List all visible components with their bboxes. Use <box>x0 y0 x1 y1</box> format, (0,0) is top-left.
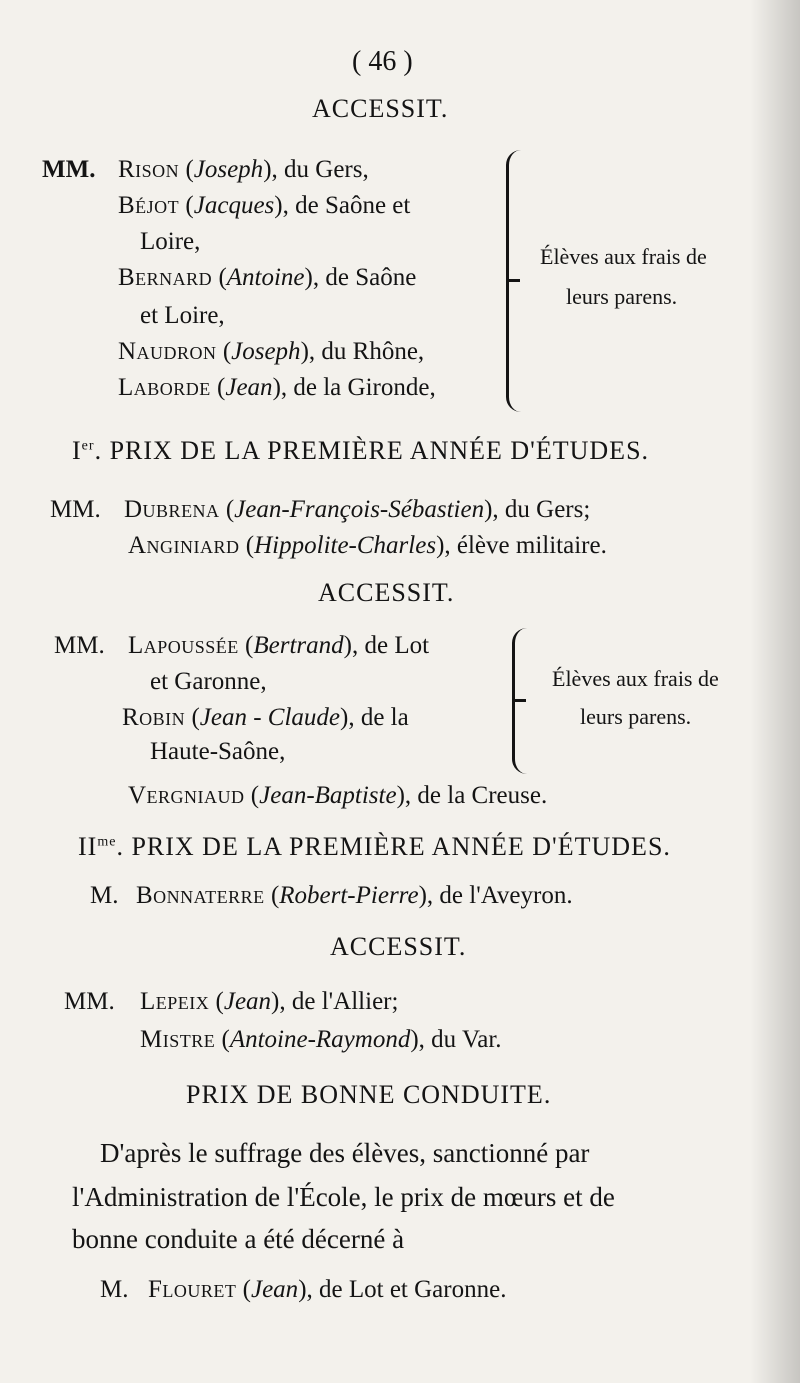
brace-note-1-line2: leurs parens. <box>566 284 678 309</box>
entry-mistre: Mistre (Antoine-Raymond), du Var. <box>140 1026 502 1053</box>
entry-lapoussee-cont: et Garonne, <box>150 668 267 695</box>
accessit-heading-2: ACCESSIT. <box>318 578 455 607</box>
brace-note-2-line2: leurs parens. <box>580 704 692 729</box>
mm-prefix-4: MM. <box>64 988 115 1015</box>
conduct-paragraph-line3: bonne conduite a été décerné à <box>72 1224 405 1254</box>
mm-prefix-2: MM. <box>50 496 101 523</box>
page-number: ( 46 ) <box>352 46 413 77</box>
conduct-paragraph-line2: l'Administration de l'École, le prix de mœurs et de <box>72 1182 615 1212</box>
entry-naudron: Naudron (Joseph), du Rhône, <box>118 338 425 365</box>
m-prefix-1: M. <box>90 882 119 909</box>
mm-prefix-1: MM. <box>42 156 96 183</box>
entry-anginiard: Anginiard (Hippolite-Charles), élève militaire. <box>128 532 607 559</box>
entry-bonnaterre: Bonnaterre (Robert-Pierre), de l'Aveyron. <box>136 882 573 909</box>
entry-bejot: Béjot (Jacques), de Saône et <box>118 192 411 219</box>
conduct-heading: PRIX DE BONNE CONDUITE. <box>186 1080 552 1109</box>
entry-dubrena: Dubrena (Jean-François-Sébastien), du Gers; <box>124 496 591 523</box>
conduct-paragraph-line1: D'après le suffrage des élèves, sanctionné par <box>100 1138 590 1168</box>
page-edge-shadow <box>750 0 800 1383</box>
entry-robin: Robin (Jean - Claude), de la <box>122 704 409 731</box>
entry-laborde: Laborde (Jean), de la Gironde, <box>118 374 436 401</box>
entry-rison: Rison (Joseph), du Gers, <box>118 156 369 183</box>
accessit-heading-1: ACCESSIT. <box>312 94 449 123</box>
prize-heading-2: $II^{me}$. PRIX DE LA PREMIÈRE ANNÉE D'ÉTUDES. <box>78 832 671 861</box>
m-prefix-2: M. <box>100 1276 129 1303</box>
entry-bejot-cont: Loire, <box>140 228 201 255</box>
entry-bernard: Bernard (Antoine), de Saône <box>118 264 417 291</box>
brace-note-2-line1: Élèves aux frais de <box>552 666 719 691</box>
brace-1-tip <box>506 279 520 282</box>
entry-flouret: Flouret (Jean), de Lot et Garonne. <box>148 1276 507 1303</box>
mm-prefix-3: MM. <box>54 632 105 659</box>
accessit-heading-3: ACCESSIT. <box>330 932 467 961</box>
prize-heading-1: Ier. PRIX DE LA PREMIÈRE ANNÉE D'ÉTUDES. <box>72 436 650 465</box>
entry-lepeix: Lepeix (Jean), de l'Allier; <box>140 988 399 1015</box>
entry-lapoussee: Lapoussée (Bertrand), de Lot <box>128 632 430 659</box>
entry-bernard-cont: et Loire, <box>140 302 225 329</box>
brace-2-tip <box>512 699 526 702</box>
brace-note-1-line1: Élèves aux frais de <box>540 244 707 269</box>
entry-robin-cont: Haute-Saône, <box>150 738 286 765</box>
entry-vergniaud: Vergniaud (Jean-Baptiste), de la Creuse. <box>128 782 548 809</box>
